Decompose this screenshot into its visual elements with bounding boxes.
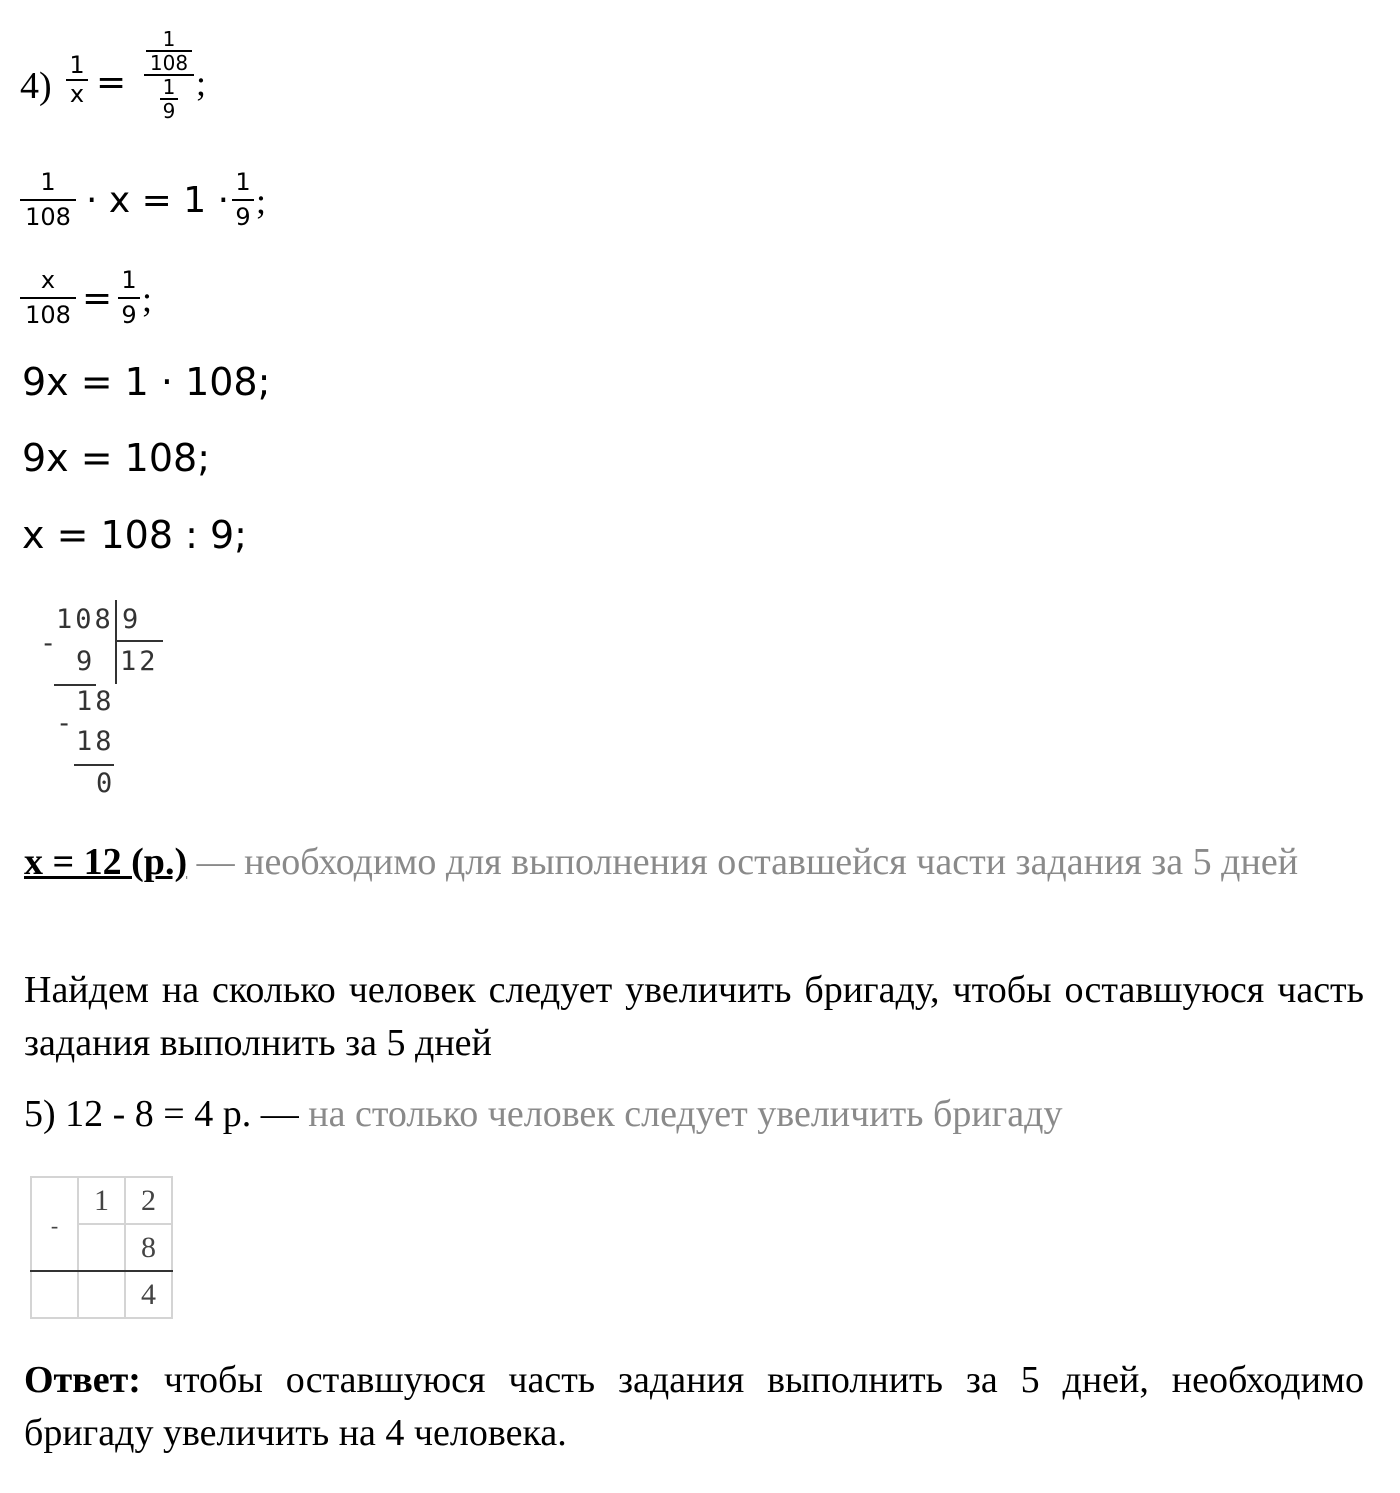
table-row — [31, 1271, 172, 1318]
fraction-denominator: 108 — [25, 301, 71, 329]
step-5-line — [24, 1092, 1062, 1136]
equation-line-5: 9x = 108; — [22, 436, 210, 480]
equals-sign: = — [96, 62, 127, 103]
step4-label: 4) — [20, 65, 52, 107]
fraction-1-over-9 — [118, 264, 140, 332]
division-vertical-line — [115, 600, 117, 684]
semicolon: ; — [142, 279, 153, 319]
first-remainder: 18 — [76, 686, 115, 717]
complex-fraction — [144, 28, 194, 122]
fraction-denominator: x — [69, 80, 85, 108]
column-subtraction — [30, 1176, 173, 1319]
digit-cell — [31, 1271, 78, 1318]
semicolon: ; — [196, 63, 207, 103]
answer-label: Ответ: — [24, 1359, 141, 1401]
digit-cell: 4 — [125, 1271, 172, 1318]
minus-cell: - — [31, 1177, 78, 1271]
inner-denominator-top: 1 — [162, 75, 176, 99]
equation-line-2 — [20, 166, 320, 246]
result-dash: — — [187, 841, 235, 883]
subtraction-grid — [30, 1176, 173, 1319]
final-remainder: 0 — [96, 768, 116, 799]
answer-paragraph — [24, 1354, 1364, 1460]
first-subtrahend: 9 — [76, 646, 96, 677]
fraction-denominator: 108 — [25, 203, 71, 231]
minus-sign: - — [56, 708, 76, 739]
result-step-4 — [24, 836, 1364, 889]
digit-cell: 2 — [125, 1177, 172, 1224]
digit-cell — [78, 1224, 125, 1271]
long-division — [36, 598, 176, 804]
fraction-x-over-108 — [20, 264, 76, 332]
fraction-numerator: 1 — [235, 168, 251, 196]
divisor: 9 — [122, 604, 142, 635]
fraction-numerator: 1 — [121, 266, 137, 294]
inner-denominator-bottom: 9 — [162, 99, 176, 123]
equation-line-3 — [20, 264, 220, 344]
fraction-1-over-108 — [20, 166, 76, 234]
explanation-paragraph: Найдем на сколько человек следует увеличить бригаду, чтобы оставшуюся часть задания выполнить за 5 дней — [24, 969, 1364, 1064]
equation-line-4: 9x = 1 · 108; — [22, 360, 271, 404]
step5-description: на столько человек следует увеличить бригаду — [308, 1093, 1063, 1135]
semicolon: ; — [256, 181, 267, 221]
dividend: 108 — [56, 604, 114, 635]
equals-sign: = — [82, 278, 113, 319]
minus-sign: - — [40, 628, 60, 659]
equation-middle: · x = 1 · — [86, 180, 230, 221]
fraction-numerator: 1 — [69, 51, 85, 79]
step5-expression: 5) 12 - 8 = 4 р. — — [24, 1093, 299, 1135]
equation-line-6: x = 108 : 9; — [22, 513, 247, 557]
digit-cell: 8 — [125, 1224, 172, 1271]
fraction-denominator: 9 — [121, 301, 137, 329]
fraction-1-over-x — [66, 52, 88, 108]
result-value: x = 12 (р.) — [24, 841, 188, 883]
second-subtrahend: 18 — [76, 726, 115, 757]
fraction-denominator: 9 — [235, 203, 251, 231]
table-row — [31, 1177, 172, 1224]
answer-text: чтобы оставшуюся часть задания выполнить за 5 дней, необходимо бригаду увеличить на 4 человека. — [24, 1359, 1365, 1454]
digit-cell: 1 — [78, 1177, 125, 1224]
result-description: необходимо для выполнения оставшейся части задания за 5 дней — [244, 841, 1299, 883]
inner-numerator-top: 1 — [162, 27, 176, 51]
division-horizontal-line — [115, 640, 163, 642]
fraction-numerator: x — [40, 266, 56, 294]
fraction-numerator: 1 — [40, 168, 56, 196]
second-underline — [74, 764, 114, 766]
quotient: 12 — [120, 646, 159, 677]
digit-cell — [78, 1271, 125, 1318]
fraction-1-over-9 — [232, 166, 254, 234]
inner-numerator-bottom: 108 — [149, 51, 189, 75]
